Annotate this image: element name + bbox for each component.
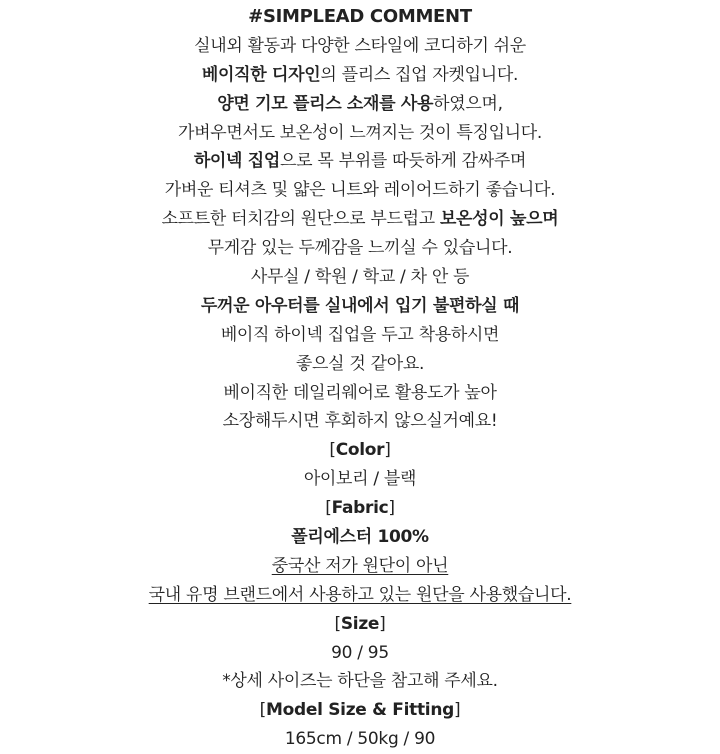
comment-line-13: 베이직한 데일리웨어로 활용도가 높아 xyxy=(223,382,497,403)
size-note: *상세 사이즈는 하단을 참고해 주세요. xyxy=(222,671,498,692)
comment-line-7 xyxy=(0,205,720,234)
comment-line-7-rest: 소프트한 터치감의 원단으로 부드럽고 xyxy=(161,209,440,230)
size-value: 90 / 95 xyxy=(331,642,389,663)
fabric-value: 폴리에스터 100% xyxy=(291,527,429,548)
model-heading: [Model Size & Fitting] xyxy=(259,700,461,721)
comment-line-12: 좋으실 것 같아요. xyxy=(295,353,425,374)
comment-line-5-bold: 하이넥 집업 xyxy=(193,151,281,172)
comment-line-11: 베이직 하이넥 집업을 두고 착용하시면 xyxy=(220,324,500,345)
comment-line-10: 두꺼운 아우터를 실내에서 입기 불편하실 때 xyxy=(200,295,520,316)
comment-line-8: 무게감 있는 두께감을 느끼실 수 있습니다. xyxy=(207,238,513,259)
comment-line-4: 가벼우면서도 보온성이 느껴지는 것이 특징입니다. xyxy=(177,122,543,143)
comment-line-7-bold: 보온성이 높으며 xyxy=(439,209,559,230)
fabric-heading-label: Fabric xyxy=(331,498,389,519)
color-heading-label: Color xyxy=(335,440,385,461)
fabric-note-1-text: 중국산 저가 원단이 아닌 xyxy=(271,555,449,576)
comment-line-2-bold: 베이직한 디자인 xyxy=(201,64,321,85)
comment-line-2 xyxy=(0,61,720,90)
color-heading: [Color] xyxy=(329,440,391,461)
comment-title: #SIMPLEAD COMMENT xyxy=(248,6,472,27)
comment-line-3-rest: 하였으며, xyxy=(433,93,503,114)
model-heading-label: Model Size & Fitting xyxy=(266,700,454,721)
fabric-note-2 xyxy=(0,581,720,610)
model-value: 165cm / 50kg / 90 xyxy=(284,729,436,750)
comment-line-3-bold: 양면 기모 플리스 소재를 사용 xyxy=(217,93,434,114)
comment-line-5 xyxy=(0,147,720,176)
comment-line-1: 실내외 활동과 다양한 스타일에 코디하기 쉬운 xyxy=(194,35,526,56)
comment-line-2-rest: 의 플리스 집업 자켓입니다. xyxy=(320,64,519,85)
comment-line-9: 사무실 / 학원 / 학교 / 차 안 등 xyxy=(250,267,470,288)
fabric-note-2-text: 국내 유명 브랜드에서 사용하고 있는 원단을 사용했습니다. xyxy=(148,584,572,605)
comment-line-3 xyxy=(0,90,720,119)
comment-line-14: 소장해두시면 후회하지 않으실거예요! xyxy=(222,411,498,432)
fabric-heading: [Fabric] xyxy=(325,498,395,519)
size-heading-label: Size xyxy=(340,613,380,634)
fabric-note-1 xyxy=(0,552,720,581)
color-value: 아이보리 / 블랙 xyxy=(303,469,417,490)
size-heading: [Size] xyxy=(334,613,386,634)
comment-line-6: 가벼운 티셔츠 및 얇은 니트와 레이어드하기 좋습니다. xyxy=(164,180,556,201)
comment-line-5-rest: 으로 목 부위를 따듯하게 감싸주며 xyxy=(280,151,527,172)
